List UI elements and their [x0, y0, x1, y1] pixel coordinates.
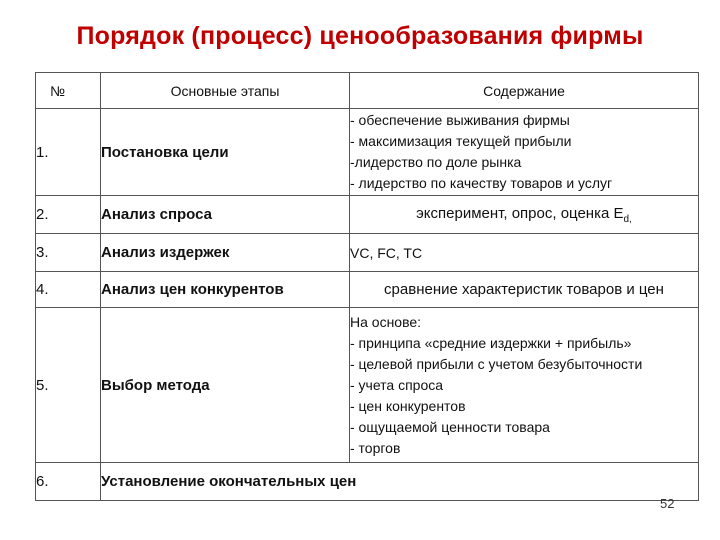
content-line: - ощущаемой ценности товара [350, 418, 550, 435]
table-row [36, 196, 699, 234]
content-line: - принципа «средние издержки + прибыль» [350, 334, 632, 351]
content-line: - цен конкурентов [350, 397, 466, 414]
page-number: 52 [660, 496, 675, 511]
table-row [36, 234, 699, 272]
page-title: Порядок (процесс) ценообразования фирмы [76, 22, 644, 50]
content-line: На основе: [350, 313, 422, 330]
content-text: эксперимент, опрос, оценка E [416, 204, 624, 222]
content-line: - учета спроса [350, 376, 444, 393]
content-line: -лидерство по доле рынка [350, 154, 522, 170]
row-stage: Установление окончательных цен [101, 463, 699, 501]
table-row [36, 272, 699, 308]
content-line: - обеспечение выживания фирмы [350, 112, 570, 128]
row-content [350, 196, 699, 234]
row-stage: Анализ спроса [101, 196, 350, 234]
content-line: - максимизация текущей прибыли [350, 133, 572, 149]
content-line: - торгов [350, 439, 401, 456]
header-stage: Основные этапы [101, 73, 350, 109]
row-num: 4. [36, 272, 101, 308]
row-num: 5. [36, 308, 101, 463]
row-stage: Постановка цели [101, 109, 350, 196]
row-content: VC, FC, TC [350, 234, 699, 272]
row-num: 1. [36, 109, 101, 196]
row-num: 3. [36, 234, 101, 272]
table-row [36, 308, 699, 463]
row-content [350, 109, 699, 196]
row-stage: Анализ цен конкурентов [101, 272, 350, 308]
content-line: - лидерство по качеству товаров и услуг [350, 175, 613, 191]
row-content [350, 308, 699, 463]
row-stage: Анализ издержек [101, 234, 350, 272]
table-row [36, 463, 699, 501]
pricing-process-table [35, 72, 699, 501]
row-stage: Выбор метода [101, 308, 350, 463]
table-row [36, 109, 699, 196]
row-content: сравнение характеристик товаров и цен [350, 272, 699, 308]
table-header-row [36, 73, 699, 109]
header-content: Содержание [350, 73, 699, 109]
header-num: № [36, 73, 101, 109]
row-num: 2. [36, 196, 101, 234]
content-line: - целевой прибыли с учетом безубыточности [350, 355, 643, 372]
content-subscript: d, [623, 213, 632, 225]
row-num: 6. [36, 463, 101, 501]
